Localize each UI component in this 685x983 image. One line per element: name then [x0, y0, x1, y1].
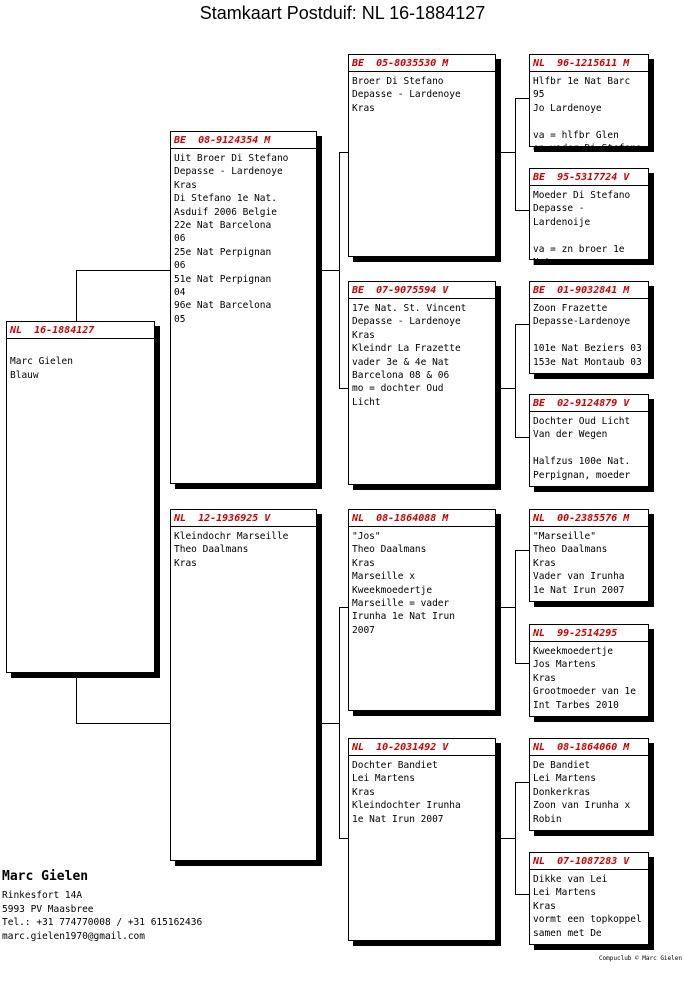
pigeon-description: Marc Gielen Blauw — [10, 356, 73, 381]
pigeon-description: 17e Nat. St. Vincent Depasse - Lardenoye Kras Kleindr La Frazette vader 3e & 4e Nat Barcelona 08 & 06 mo = dochter Oud Licht — [352, 303, 467, 408]
pigeon-ring-number: BE 05-8035530 M — [349, 57, 495, 72]
pigeon-ring-number: BE 07-9075594 V — [349, 284, 495, 299]
pigeon-card-father[interactable] — [170, 131, 317, 484]
pigeon-description: Dochter Bandiet Lei Martens Kras Kleindochter Irunha 1e Nat Irun 2007 — [352, 760, 461, 825]
pigeon-ring-number: BE 95-5317724 V — [530, 171, 648, 186]
connector — [515, 894, 530, 895]
pigeon-description: Kweekmoedertje Jos Martens Kras Grootmoeder van 1e Int Tarbes 2010 — [533, 646, 636, 711]
pigeon-description: "Marseille" Theo Daalmans Kras Vader van Irunha 1e Nat Irun 2007 — [533, 531, 625, 596]
connector — [515, 210, 530, 211]
connector — [495, 152, 515, 153]
pigeon-ring-number: NL 12-1936925 V — [171, 512, 316, 527]
pigeon-ring-number: NL 07-1087283 V — [530, 855, 648, 870]
connector — [316, 723, 339, 724]
pigeon-card-ff-father[interactable] — [529, 54, 649, 155]
connector — [515, 782, 516, 895]
pigeon-card-mother-father[interactable] — [348, 509, 496, 711]
connector — [495, 388, 515, 389]
pigeon-ring-number: NL 16-1884127 — [7, 324, 154, 339]
connector — [515, 550, 530, 551]
pigeon-description: Moeder Di Stefano Depasse - Lardenoije va = zn broer 1e Nat — [533, 190, 631, 269]
pigeon-card-father-father[interactable] — [348, 54, 496, 257]
connector — [339, 607, 340, 839]
connector — [76, 270, 171, 271]
pigeon-card-mother-mother[interactable] — [348, 738, 496, 941]
pigeon-ring-number: NL 08-1864088 M — [349, 512, 495, 527]
connector — [515, 324, 530, 325]
connector — [515, 437, 530, 438]
pigeon-ring-number: NL 10-2031492 V — [349, 741, 495, 756]
pigeon-card-fm-mother[interactable] — [529, 394, 649, 487]
pigeon-ring-number: BE 02-9124879 V — [530, 397, 648, 412]
pigeon-ring-number: NL 99-2514295 — [530, 627, 648, 642]
connector — [515, 663, 530, 664]
pigeon-description: Hlfbr 1e Nat Barc 95 Jo Lardenoye va = hlfbr Glen en vader Di Stefano — [533, 76, 642, 155]
pigeon-description: Dochter Oud Licht Van der Wegen Halfzus 100e Nat. Perpignan, moeder — [533, 416, 631, 481]
pigeon-description: Zoon Frazette Depasse-Lardenoye 101e Nat Beziers 03 153e Nat Montaub 03 — [533, 303, 642, 368]
connector — [515, 324, 516, 438]
pigeon-description: "Jos" Theo Daalmans Kras Marseille x Kweekmoedertje Marseille = vader Irunha 1e Nat Irun 2007 — [352, 531, 455, 636]
owner-city: 5993 PV Maasbree — [2, 904, 94, 915]
page-title: Stamkaart Postduif: NL 16-1884127 — [199, 3, 486, 23]
owner-phone: Tel.: +31 774770008 / +31 615162436 — [2, 917, 203, 928]
connector — [76, 723, 171, 724]
pigeon-ring-number: BE 08-9124354 M — [171, 134, 316, 149]
pigeon-description: Kleindochr Marseille Theo Daalmans Kras — [174, 531, 289, 569]
connector — [76, 270, 77, 322]
pigeon-card-mf-father[interactable] — [529, 509, 649, 602]
pigeon-ring-number: NL 08-1864060 M — [530, 741, 648, 756]
connector — [515, 550, 516, 664]
pigeon-description: De Bandiet Lei Martens Donkerkras Zoon van Irunha x Robin — [533, 760, 631, 825]
pigeon-card-subject[interactable] — [6, 321, 155, 673]
copyright-note: Compuclub © Marc Gielen — [598, 955, 682, 962]
pigeon-card-father-mother[interactable] — [348, 281, 496, 485]
connector — [515, 782, 530, 783]
owner-email[interactable]: marc.gielen1970@gmail.com — [2, 931, 145, 942]
pigeon-card-ff-mother[interactable] — [529, 168, 649, 269]
pigeon-ring-number: BE 01-9032841 M — [530, 284, 648, 299]
pigeon-card-mf-mother[interactable] — [529, 624, 649, 717]
pigeon-card-mm-father[interactable] — [529, 738, 649, 831]
connector — [495, 607, 515, 608]
connector — [339, 152, 340, 389]
pigeon-card-mm-mother[interactable] — [529, 852, 649, 945]
connector — [515, 98, 530, 99]
pigeon-card-mother[interactable] — [170, 509, 317, 861]
connector — [76, 672, 77, 724]
owner-name: Marc Gielen — [2, 869, 89, 884]
pigeon-ring-number: NL 00-2385576 M — [530, 512, 648, 527]
pigeon-card-fm-father[interactable] — [529, 281, 649, 374]
pigeon-description: Broer Di Stefano Depasse - Lardenoye Kras — [352, 76, 461, 114]
connector — [495, 838, 515, 839]
connector — [515, 98, 516, 211]
pigeon-ring-number: NL 96-1215611 M — [530, 57, 648, 72]
connector — [316, 270, 339, 271]
pigeon-description: Uit Broer Di Stefano Depasse - Lardenoye Kras Di Stefano 1e Nat. Asduif 2006 Belgie 22e Nat Barcelona 06 25e Nat Perpignan 06 51e Nat Perpignan 04 96e Nat Barcelona 05 — [174, 153, 289, 325]
pigeon-description: Dikke van Lei Lei Martens Kras vormt een topkoppel samen met De — [533, 874, 642, 939]
owner-address: Rinkesfort 14A — [2, 890, 83, 901]
